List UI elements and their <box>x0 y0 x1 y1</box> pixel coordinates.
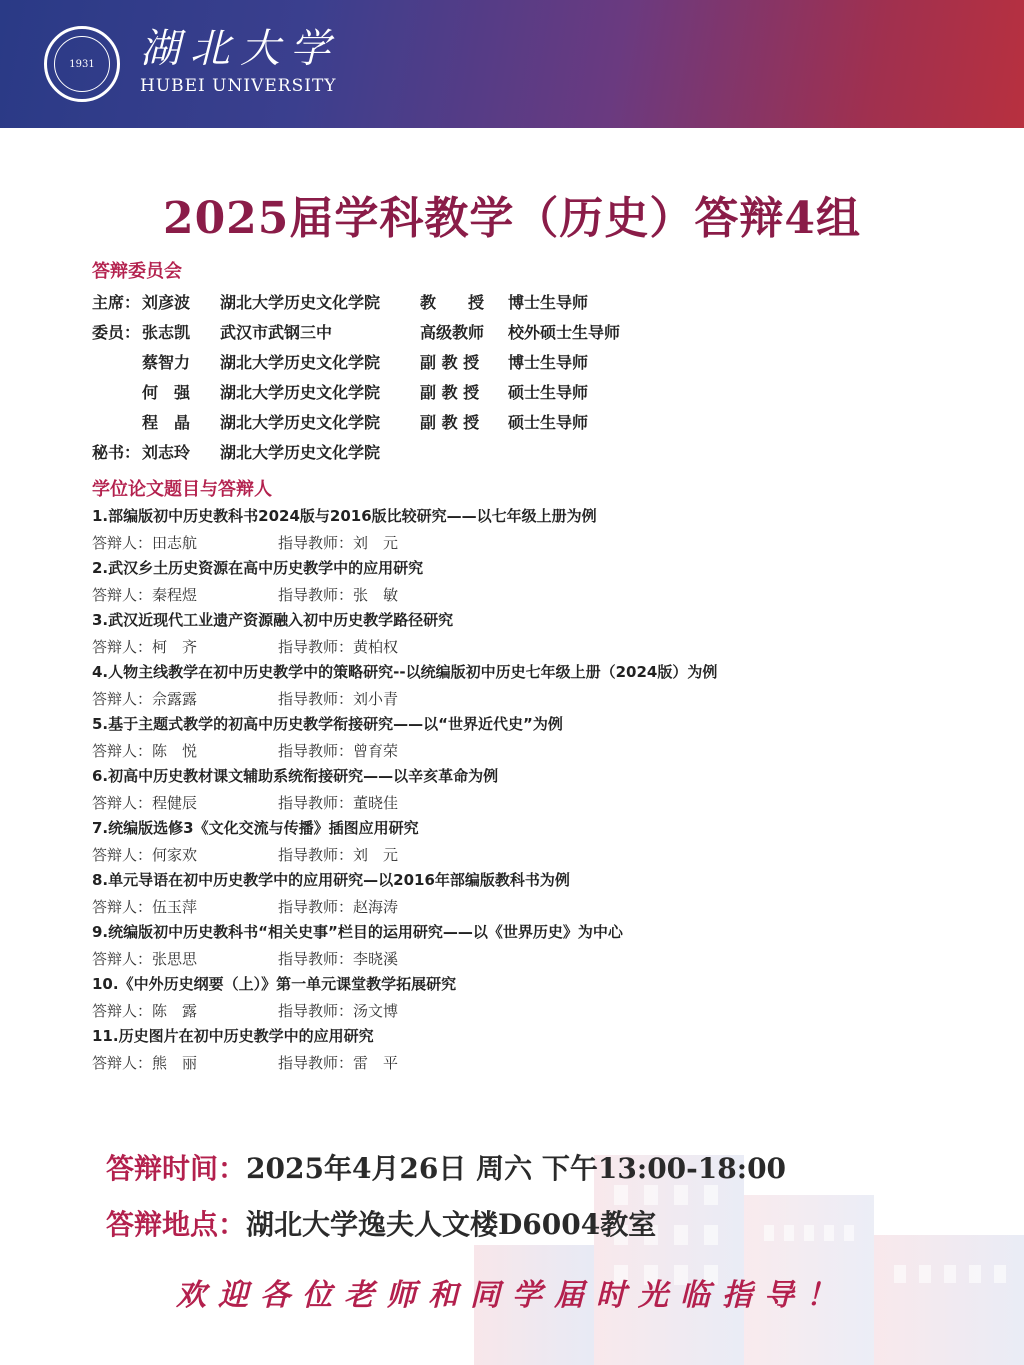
supervisor-name: 汤文博 <box>353 1002 399 1020</box>
supervisor <box>278 894 398 920</box>
member-name: 刘彦波 <box>142 293 191 312</box>
defense-place-value: 湖北大学逸夫人文楼D6004教室 <box>246 1208 657 1241</box>
student-label: 答辩人： <box>92 534 153 552</box>
supervisor <box>278 530 398 556</box>
thesis-people <box>92 634 992 660</box>
defense-time-value: 2025年4月26日 周六 下午13:00-18:00 <box>246 1152 787 1185</box>
thesis-people <box>92 998 992 1024</box>
supervisor-name: 曾育荣 <box>353 742 399 760</box>
student-label: 答辩人： <box>92 950 153 968</box>
member-org: 湖北大学历史文化学院 <box>220 413 381 432</box>
committee-heading: 答辩委员会 <box>92 261 182 282</box>
supervisor-label: 指导教师： <box>278 1002 354 1020</box>
member-duty: 博士生导师 <box>508 353 589 372</box>
student-name: 何家欢 <box>152 846 198 864</box>
member-name: 刘志玲 <box>142 443 191 462</box>
thesis-title: 2.武汉乡土历史资源在高中历史教学中的应用研究 <box>92 559 424 577</box>
welcome-message: 欢迎各位老师和同学届时光临指导！ <box>176 1278 848 1313</box>
thesis-title: 3.武汉近现代工业遗产资源融入初中历史教学路径研究 <box>92 611 454 629</box>
supervisor-name: 张 敏 <box>353 586 399 604</box>
member-rank: 副 教 授 <box>420 383 480 402</box>
student-label: 答辩人： <box>92 898 153 916</box>
supervisor-name: 刘小青 <box>353 690 399 708</box>
supervisor-label: 指导教师： <box>278 794 354 812</box>
supervisor-label: 指导教师： <box>278 898 354 916</box>
supervisor-label: 指导教师： <box>278 534 354 552</box>
member-name: 张志凯 <box>142 323 191 342</box>
defense-place <box>106 1203 656 1243</box>
student-label: 答辩人： <box>92 794 153 812</box>
supervisor <box>278 582 398 608</box>
theses-heading: 学位论文题目与答辩人 <box>92 479 272 500</box>
student-name: 陈 悦 <box>152 742 198 760</box>
student-name: 张思思 <box>152 950 198 968</box>
university-name-cn: 湖北大学 <box>140 26 340 72</box>
member-name: 蔡智力 <box>142 353 191 372</box>
member-org: 湖北大学历史文化学院 <box>220 293 381 312</box>
student-label: 答辩人： <box>92 586 153 604</box>
student-label: 答辩人： <box>92 690 153 708</box>
student-name: 田志航 <box>152 534 198 552</box>
student-name: 程健辰 <box>152 794 198 812</box>
supervisor <box>278 998 398 1024</box>
supervisor <box>278 634 398 660</box>
thesis-people <box>92 894 992 920</box>
supervisor-label: 指导教师： <box>278 742 354 760</box>
supervisor-label: 指导教师： <box>278 846 354 864</box>
thesis-people <box>92 530 992 556</box>
supervisor <box>278 946 398 972</box>
supervisor <box>278 738 398 764</box>
thesis-people <box>92 738 992 764</box>
student-label: 答辩人： <box>92 638 153 656</box>
defense-time-label: 答辩时间： <box>106 1152 247 1185</box>
seal-year: 1931 <box>54 36 110 92</box>
supervisor-label: 指导教师： <box>278 586 354 604</box>
thesis-people <box>92 842 992 868</box>
supervisor <box>278 686 398 712</box>
member-name: 程 晶 <box>142 413 191 432</box>
thesis-title: 10.《中外历史纲要（上）》第一单元课堂教学拓展研究 <box>92 975 457 993</box>
student-name: 秦程煜 <box>152 586 198 604</box>
supervisor-label: 指导教师： <box>278 690 354 708</box>
member-duty: 校外硕士生导师 <box>508 323 621 342</box>
student-label: 答辩人： <box>92 742 153 760</box>
student-name: 陈 露 <box>152 1002 198 1020</box>
supervisor-name: 黄柏权 <box>353 638 399 656</box>
member-duty: 硕士生导师 <box>508 413 589 432</box>
supervisor <box>278 790 398 816</box>
thesis-title: 4.人物主线教学在初中历史教学中的策略研究--以统编版初中历史七年级上册（2024版）为例 <box>92 663 718 681</box>
role: 秘书： <box>92 443 141 462</box>
member-org: 湖北大学历史文化学院 <box>220 353 381 372</box>
thesis-title: 9.统编版初中历史教科书“相关史事”栏目的运用研究——以《世界历史》为中心 <box>92 923 623 941</box>
supervisor-name: 董晓佳 <box>353 794 399 812</box>
thesis-title: 5.基于主题式教学的初高中历史教学衔接研究——以“世界近代史”为例 <box>92 715 563 733</box>
supervisor-name: 雷 平 <box>353 1054 399 1072</box>
supervisor-name: 刘 元 <box>353 534 399 552</box>
member-rank: 副 教 授 <box>420 353 480 372</box>
defense-time <box>106 1147 786 1187</box>
supervisor <box>278 1050 398 1076</box>
member-org: 湖北大学历史文化学院 <box>220 443 381 462</box>
thesis-title: 6.初高中历史教材课文辅助系统衔接研究——以辛亥革命为例 <box>92 767 499 785</box>
thesis-people <box>92 1050 992 1076</box>
member-duty: 硕士生导师 <box>508 383 589 402</box>
student-name: 熊 丽 <box>152 1054 198 1072</box>
supervisor-label: 指导教师： <box>278 638 354 656</box>
student-label: 答辩人： <box>92 846 153 864</box>
university-name-en: HUBEI UNIVERSITY <box>140 76 337 96</box>
supervisor-name: 李晓溪 <box>353 950 399 968</box>
member-name: 何 强 <box>142 383 191 402</box>
header-banner <box>0 0 1024 128</box>
thesis-people <box>92 582 992 608</box>
member-org: 湖北大学历史文化学院 <box>220 383 381 402</box>
thesis-title: 1.部编版初中历史教科书2024版与2016版比较研究——以七年级上册为例 <box>92 507 597 525</box>
page-title: 2025届学科教学（历史）答辩4组 <box>162 193 862 244</box>
thesis-title: 11.历史图片在初中历史教学中的应用研究 <box>92 1027 374 1045</box>
defense-place-label: 答辩地点： <box>106 1208 247 1241</box>
supervisor-label: 指导教师： <box>278 1054 354 1072</box>
thesis-title: 7.统编版选修3《文化交流与传播》插图应用研究 <box>92 819 419 837</box>
thesis-people <box>92 686 992 712</box>
thesis-title: 8.单元导语在初中历史教学中的应用研究—以2016年部编版教科书为例 <box>92 871 570 889</box>
student-name: 佘露露 <box>152 690 198 708</box>
university-seal-logo <box>44 26 120 102</box>
member-org: 武汉市武钢三中 <box>220 323 333 342</box>
member-rank: 教 授 <box>420 293 485 312</box>
student-label: 答辩人： <box>92 1054 153 1072</box>
supervisor <box>278 842 398 868</box>
supervisor-label: 指导教师： <box>278 950 354 968</box>
role: 委员： <box>92 323 141 342</box>
member-rank: 高级教师 <box>420 323 485 342</box>
thesis-people <box>92 790 992 816</box>
supervisor-name: 赵海涛 <box>353 898 399 916</box>
supervisor-name: 刘 元 <box>353 846 399 864</box>
student-label: 答辩人： <box>92 1002 153 1020</box>
thesis-people <box>92 946 992 972</box>
member-duty: 博士生导师 <box>508 293 589 312</box>
theses-list <box>92 504 992 1076</box>
member-rank: 副 教 授 <box>420 413 480 432</box>
student-name: 柯 齐 <box>152 638 198 656</box>
student-name: 伍玉萍 <box>152 898 198 916</box>
role: 主席： <box>92 293 141 312</box>
